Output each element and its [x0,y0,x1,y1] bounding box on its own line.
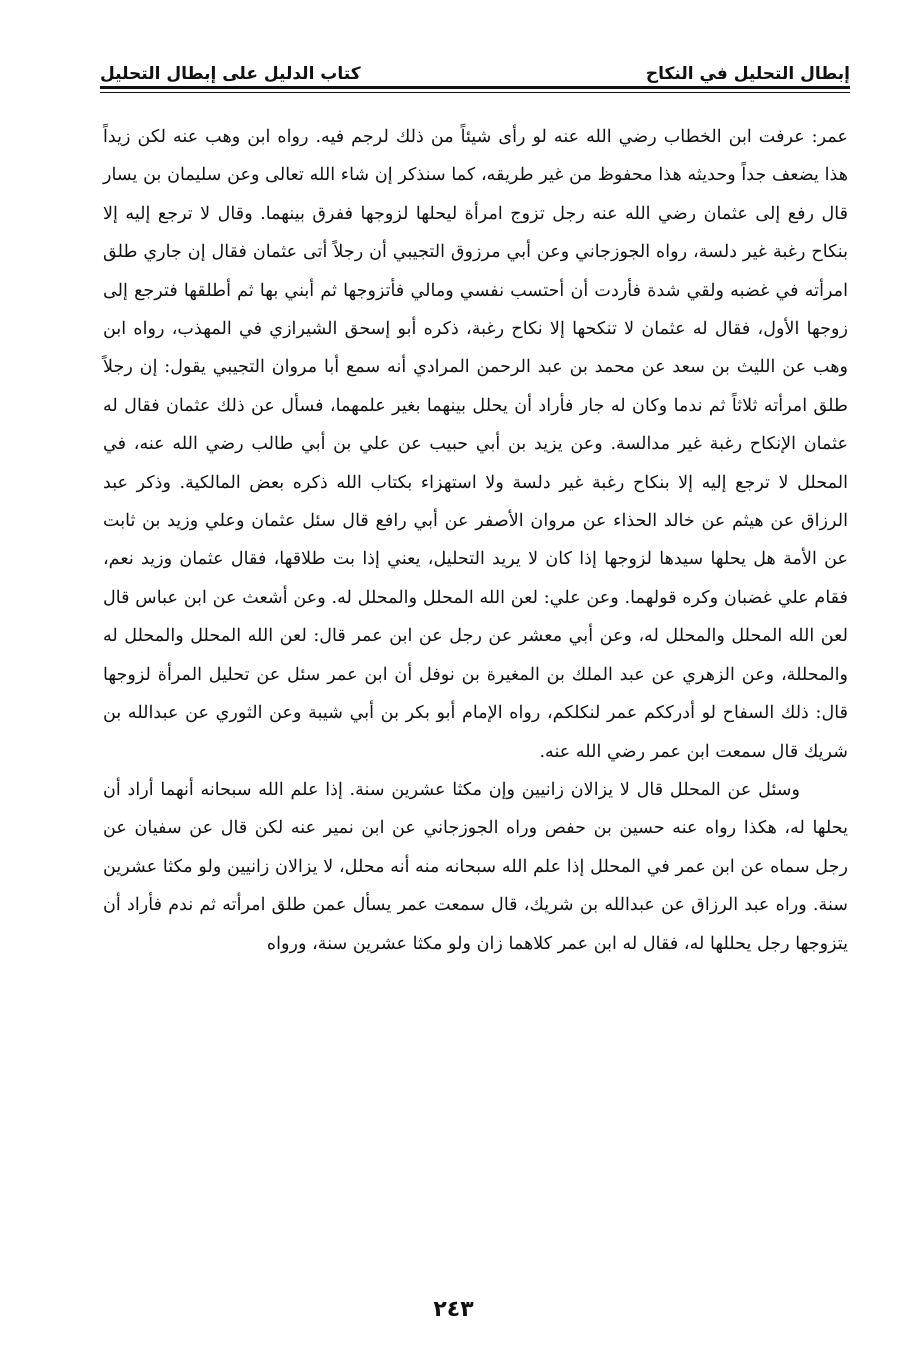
paragraph-1: عمر: عرفت ابن الخطاب رضي الله عنه لو رأى شيئاً من ذلك لرجم فيه. رواه ابن وهب عنه لكن زيداً هذا يضعف جداً وحديثه هذا محفوظ من غير طريقه، كما سنذكر إن شاء الله تعالى وعن سليمان بن يسار قال رفع إلى عثمان رضي الله عنه رجل تزوج امرأة ليحلها لزوجها ففرق بينهما. وقال لا ترجع إليه إلا بنكاح رغبة غير دلسة، رواه الجوزجاني وعن أبي مرزوق التجيبي أن رجلاً أتى عثمان فقال إن جاري طلق امرأته في غضبه ولقي شدة فأردت أن أحتسب نفسي ومالي فأتزوجها ثم أبني بها ثم أطلقها فترجع إلى زوجها الأول، فقال له عثمان لا تنكحها إلا نكاح رغبة، ذكره أبو إسحق الشيرازي في المهذب، رواه ابن وهب عن الليث بن سعد عن محمد بن عبد الرحمن المرادي أنه سمع أبا مروان التجيبي يقول: إن رجلاً طلق امرأته ثلاثاً ثم ندما وكان له جار فأراد أن يحلل بينهما بغير علمهما، فسأل عن ذلك عثمان فقال له عثمان الإنكاح رغبة غير مدالسة. وعن يزيد بن أبي حبيب عن علي بن أبي طالب رضي الله عنه، في المحلل لا ترجع إليه إلا بنكاح رغبة غير دلسة ولا استهزاء بكتاب الله ذكره بعض المالكية. وذكر عبد الرزاق عن هيثم عن خالد الحذاء عن مروان الأصفر عن أبي رافع قال سئل عثمان وعلي وزيد بن ثابت عن الأمة هل يحلها سيدها لزوجها إذا كان لا يريد التحليل، يعني إذا بت طلاقها، فقال عثمان وزيد نعم، فقام علي غضبان وكره قولهما. وعن علي: لعن الله المحلل والمحلل له. وعن أشعث عن ابن عباس قال لعن الله المحلل والمحلل له، وعن أبي معشر عن رجل عن ابن عمر قال: لعن الله المحلل والمحلل له والمحللة، وعن الزهري عن عبد الملك بن المغيرة بن نوفل أن ابن عمر سئل عن تحليل المرأة لزوجها قال: ذلك السفاح لو أدرككم عمر لنكلكم، رواه الإمام أبو بكر بن أبي شيبة وعن الثوري عن عبدالله بن شريك قال سمعت ابن عمر رضي الله عنه. [103,127,848,762]
paragraph-2: وسئل عن المحلل قال لا يزالان زانيين وإن مكثا عشرين سنة. إذا علم الله سبحانه أنهما أراد أن يحلها له، هكذا رواه عنه حسين بن حفص وراه الجوزجاني عن ابن نمير عنه لكن قال عن سفيان عن رجل سماه عن ابن عمر في المحلل إذا علم الله سبحانه منه أنه محلل، لا يزالان زانيين ولو مكثا عشرين سنة. وراه عبد الرزاق عن عبدالله بن شريك، قال سمعت عمر يسأل عمن طلق امرأته ثم ندم فأراد أن يتزوجها رجل يحللها له، فقال له ابن عمر كلاهما زان ولو مكثا عشرين سنة، ورواه [103,779,848,954]
header-rule-thick [100,86,850,89]
body-text [103,118,848,963]
page-number: ٢٤٣ [433,1297,474,1322]
book-title: كتاب الدليل على إبطال التحليل [100,64,361,84]
header-rule-thin [100,92,850,93]
section-title: إبطال التحليل في النكاح [645,64,850,84]
running-header [100,44,850,84]
